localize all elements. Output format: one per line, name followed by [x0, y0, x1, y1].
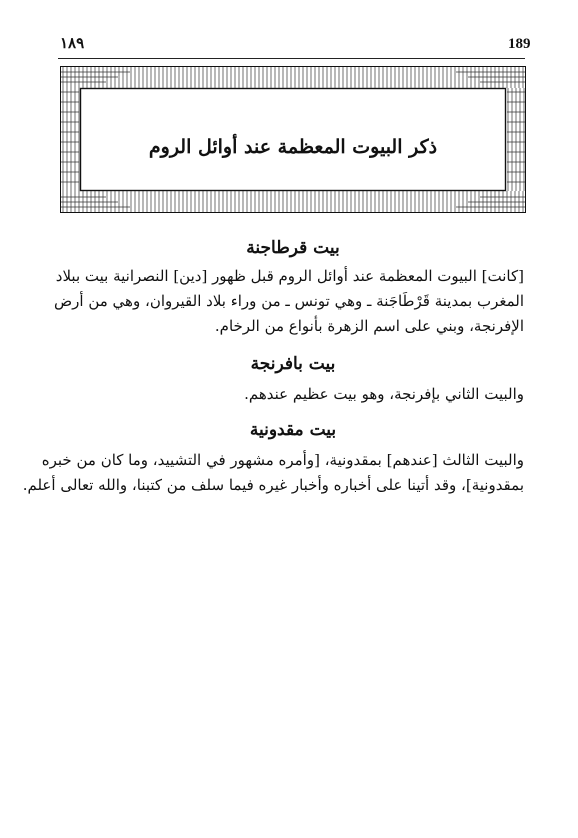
text-line: بمقدونية]، وقد أتينا على أخباره وأخبار غيره فيما سلف من كتبنا، والله تعالى أعلم.	[22, 476, 524, 494]
chapter-title: ذكر البيوت المعظمة عند أوائل الروم	[148, 136, 438, 158]
text-line: المغرب بمدينة قَرْطَاجَنة ـ وهي تونس ـ من وراء بلاد القيروان، وهي من أرض	[54, 292, 524, 310]
text-line: الإفرنجة، وبني على اسم الزهرة بأنواع من الرخام.	[214, 317, 524, 335]
page-number-latin: 189	[508, 36, 531, 52]
page-number-arabic: ١٨٩	[60, 34, 85, 52]
text-line: والبيت الثالث [عندهم] بمقدونية، [وأمره مشهور في التشييد، وما كان من خبره	[41, 451, 524, 469]
text-line: [كانت] البيوت المعظمة عند أوائل الروم قبل ظهور [دين] النصرانية بيت ببلاد	[55, 267, 524, 285]
paragraph-macedonia	[22, 448, 524, 498]
paragraph-carthage	[54, 264, 524, 339]
section-heading-macedonia: بيت مقدونية	[249, 420, 337, 440]
section-heading-carthage: بيت قرطاجنة	[246, 238, 340, 258]
section-heading-francia: بيت بافرنجة	[250, 354, 336, 374]
header-rule	[58, 58, 525, 59]
paragraph-francia	[62, 382, 524, 407]
text-line: والبيت الثاني بإفرنجة، وهو بيت عظيم عندهم.	[244, 385, 524, 403]
